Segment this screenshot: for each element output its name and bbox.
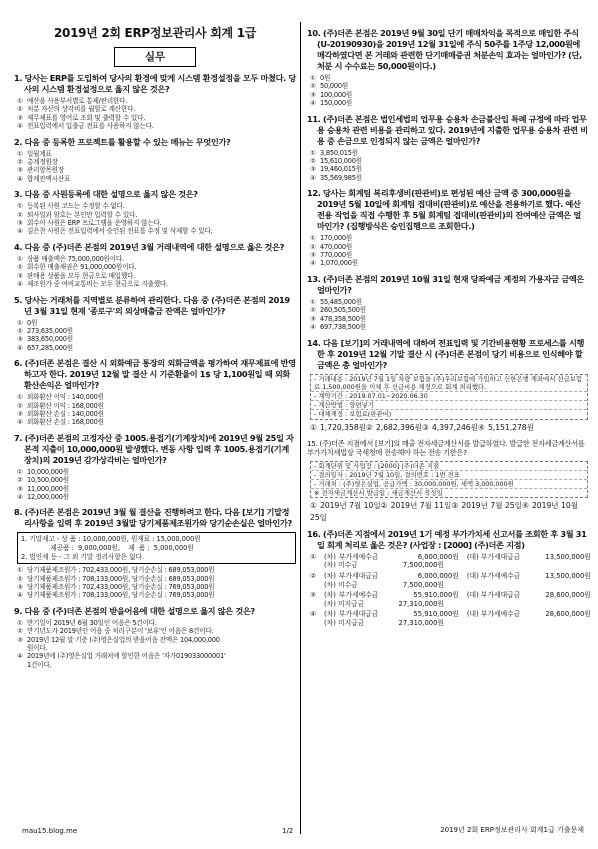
option-line: [17, 219, 296, 227]
journal-option: [310, 571, 591, 589]
debit-amount: 7,500,000원: [402, 580, 444, 589]
debit-amount: 27,310,000원: [398, 618, 444, 627]
option-line: [17, 485, 296, 493]
debit-amount: 55,910,000원: [413, 591, 459, 600]
option-text: 2019년 12월 말 기준 (주)영은실업의 받을어음 잔액은 104,000,000: [27, 635, 220, 644]
option-text: 당기제품제조원가 : 708,133,000원, 당기순손실 : 769,053,000원: [27, 591, 215, 600]
question-13: [307, 274, 588, 332]
journal-row: [310, 619, 588, 628]
option-text: 처분 자산의 상각비를 월할로 계산한다.: [27, 105, 136, 114]
option-text: 50,000원: [320, 82, 349, 91]
option-line: [310, 82, 588, 90]
option-line: [17, 661, 296, 669]
option-marker: ③: [310, 90, 316, 99]
journal-row: [310, 610, 591, 619]
option-marker: ②: [17, 574, 23, 583]
option-line: [17, 575, 296, 583]
option-marker: ①: [310, 501, 317, 511]
option-text: 657,285,000원: [27, 343, 73, 352]
option-marker: ②: [17, 401, 23, 410]
option-line: [310, 99, 588, 107]
journal-row: [310, 600, 588, 609]
q14-info-box: [310, 374, 588, 420]
option-text: 회수한 매출채권은 91,000,000원이다.: [27, 263, 137, 272]
page-title: 2019년 2회 ERP정보관리사 회계 1급: [53, 26, 257, 40]
option-line: [310, 251, 588, 259]
debit-account: (차) 미수금: [324, 561, 358, 570]
question-text: 9. 다음 중 (주)더존 본점의 받을어음에 대한 설명으로 옳지 않은 것은?: [14, 605, 255, 616]
journal-option: [310, 591, 591, 608]
question-text: 12. 당사는 회계팀 복리후생비(판관비)로 편성된 예산 금액 중 300,000원을 2019년 5월 10일에 회계팀 접대비(판관비)로 예산을 전용하기로 했다. 예산 전용 작업을 직접 수행한 후 5월 회계팀 접대비(판관비)의 잔여예산 금액은 얼마인가? (집행방식은 승인집행으로 조회한다.): [307, 188, 581, 232]
journal-row: [310, 561, 588, 570]
option-line: [17, 410, 296, 418]
option-line: [310, 149, 588, 157]
option-marker: ②: [17, 476, 23, 485]
option-marker: ④: [17, 492, 23, 501]
option-marker: ③: [310, 591, 317, 600]
option-marker: ①: [17, 393, 23, 402]
option-text: 재무제표를 영어로 조회 및 출력할 수 있다.: [27, 113, 146, 122]
option-marker: ③: [17, 113, 23, 122]
option-text: 10,000,000원: [27, 467, 69, 476]
option-line: [17, 114, 296, 122]
option-line: [17, 493, 296, 501]
journal-row: [310, 591, 591, 600]
option-text: 제조원가 중 여비교통비는 모두 현금으로 지출했다.: [27, 280, 168, 289]
option-marker: ③: [17, 166, 23, 175]
option-line: [310, 91, 588, 99]
option-marker: ②: [310, 157, 316, 166]
debit-account: (차) 미수금: [324, 580, 358, 589]
option-text: 11,000,000원: [27, 484, 69, 493]
option-line: [17, 211, 296, 219]
question-14: [307, 338, 588, 433]
option-line: [17, 166, 296, 174]
box-line: - 거래처 : (주)영은실업, 공급가액 : 30,000,000원, 세액 3,000,000원: [311, 480, 587, 489]
box-line: 제공품 : 9,000,000원, 제 품 : 5,000,000원: [21, 543, 194, 552]
option-text: 0원: [320, 74, 331, 82]
option-line: [17, 263, 296, 271]
option-marker: ②: [310, 306, 316, 315]
debit-account: (차) 미지급금: [324, 618, 365, 627]
question-text: 15. (주)더존 지점에서 [보기]의 매출 전자세금계산서를 발급하였다. 발급한 전자세금계산서를 부가가치세법상 국세청에 전송해야 하는 전송 기한은?: [307, 438, 585, 458]
option-marker: ②: [310, 242, 316, 251]
option-marker: ③: [17, 635, 23, 644]
question-text: 10. (주)더존 본점은 2019년 9월 30일 단기 매매차익을 목적으로 매입한 주식(U-20190930)을 2019년 12월 31일에 주식 50주를 1주당 12,000원에 매각하였다면 본 거래와 관련한 단기매매증권 처분손익 효과는 얼마인가? (단, 처분 시 수수료는 50,000원이다.): [307, 28, 582, 71]
option-text: 당기제품제조원가 : 702,433,000원, 당기순손실 : 689,053,000원: [27, 566, 215, 575]
option-line: [310, 174, 588, 182]
option-marker: ④: [310, 259, 316, 268]
option-line: [17, 227, 296, 235]
option-text: 외화환산 이익 : 140,000원: [27, 393, 104, 402]
option-text: 273,635,000원: [27, 326, 73, 335]
option-line: [17, 393, 296, 401]
option-line: [17, 158, 296, 166]
option-marker: ④: [17, 280, 23, 289]
option-text: 2,682,396원: [375, 422, 422, 432]
option-line: [478, 423, 534, 432]
option-marker: ④: [17, 652, 23, 661]
option-text: 예산을 사용부서별로 통제/관리한다.: [27, 97, 128, 105]
option-text: 2019년에 (주)영은실업 거래처에 할인한 어음은 '자가019033000001': [27, 652, 226, 661]
option-text: 260,505,500원: [320, 306, 366, 315]
option-line: [17, 583, 296, 591]
question-text: 14. 다음 [보기]의 거래내역에 대하여 전표입력 및 기간비용현황 프로세스를 시행한 후 2019년 12월 기말 결산 시 (주)더존 본점이 당기 비용으로 인식해야 할 금액은 총 얼마인가?: [307, 337, 585, 370]
option-marker: ②: [310, 82, 316, 91]
option-marker: ③: [421, 422, 429, 432]
box-line: - 결의일자 : 2019년 7월 10일, 결의번호 : 1번 전표: [311, 471, 587, 480]
option-text: 10,500,000원: [27, 476, 69, 485]
option-marker: ①: [310, 297, 316, 306]
option-text: 1,720,358원: [320, 422, 366, 432]
question-text: 4. 다음 중 (주)더존 본점의 2019년 3월 거래내역에 대한 설명으로 옳은 것은?: [14, 241, 285, 252]
option-marker: ②: [17, 263, 23, 272]
option-text: 당기제품제조원가 : 708,133,000원, 당기순손실 : 689,053,000원: [27, 574, 215, 583]
option-text: 합계잔액시산표: [27, 174, 71, 183]
question-16: [307, 528, 591, 628]
option-line: [310, 315, 588, 323]
right-question-list: [307, 28, 588, 332]
option-list: [14, 319, 296, 353]
question-11: [307, 114, 588, 183]
option-text: 외화환산 손실 : 168,000원: [27, 418, 104, 427]
option-marker: ①: [310, 74, 316, 82]
option-line: [17, 202, 296, 210]
option-line: [451, 501, 522, 510]
option-line: [17, 175, 296, 183]
question-text: 2. 다음 중 등록한 프로젝트를 활용할 수 있는 메뉴는 무엇인가?: [14, 136, 231, 147]
option-line: [17, 627, 296, 635]
option-text: 외화환산 이익 : 168,000원: [27, 401, 104, 410]
question-12: [307, 188, 588, 268]
option-text: 당기제품제조원가 : 702,433,000원, 당기순손실 : 769,053,000원: [27, 582, 215, 591]
option-text: 총계정원장: [27, 158, 58, 167]
option-list: [307, 74, 588, 108]
question-10: [307, 28, 588, 108]
credit-account: (대) 부가세대급금: [466, 591, 521, 600]
option-line: [310, 298, 588, 306]
option-marker: ②: [17, 210, 23, 219]
option-marker: ②: [17, 627, 23, 636]
option-line: [17, 105, 296, 113]
credit-amount: 13,500,000원: [545, 552, 591, 561]
option-list: [14, 468, 296, 502]
option-line: [17, 636, 296, 644]
option-text: 470,000원: [320, 242, 353, 251]
question-text: 3. 다음 중 사원등록에 대한 설명으로 옳지 않은 것은?: [14, 189, 198, 200]
option-marker: ③: [17, 271, 23, 280]
option-line: [17, 468, 296, 476]
option-marker: ①: [17, 618, 23, 627]
credit-amount: 28,600,000원: [545, 591, 591, 600]
debit-prefix: (차): [324, 552, 336, 561]
option-line: [17, 402, 296, 410]
journal-row: [310, 581, 588, 590]
option-text: 외화환산 손실 : 140,000원: [27, 409, 104, 418]
footer-site: mau15.blog.me: [22, 827, 78, 835]
option-text: 퇴사일과 암호는 본인만 입력할 수 있다.: [27, 210, 138, 219]
debit-amount: 6,000,000원: [417, 571, 459, 580]
option-marker: ③: [17, 219, 23, 228]
option-marker: ②: [310, 571, 317, 580]
option-marker: ④: [17, 418, 23, 427]
debit-account: 부가세예수금: [338, 552, 379, 561]
option-marker: ③: [17, 484, 23, 493]
option-text: 55,485,000원: [320, 297, 362, 306]
q15-info-box: [310, 461, 588, 499]
debit-prefix: (차): [324, 610, 336, 619]
option-list: [307, 422, 588, 433]
option-text: 2019년 7월 25일: [461, 501, 522, 511]
question-8: [14, 507, 296, 599]
box-line: - 대체계정 : 보험료(판관비): [314, 410, 392, 419]
option-marker: ②: [365, 422, 373, 432]
question-text: 16. (주)더존 지점에서 2019년 1기 예정 부가가치세 신고서를 조회한 후 3월 31일 회계 처리로 옳은 것은? (사업장 : [2000] (주)더존 지점): [307, 528, 587, 550]
option-line: [17, 418, 296, 426]
left-column: [14, 6, 296, 669]
option-text: 383,650,000원: [27, 335, 73, 344]
option-marker: ③: [17, 335, 23, 344]
option-list: [307, 149, 588, 183]
option-text: 5,151,278원: [487, 422, 534, 432]
option-marker: ④: [17, 227, 23, 236]
option-text: 3,850,015원: [320, 148, 358, 157]
option-line: [17, 476, 296, 484]
option-line: [310, 243, 588, 251]
option-text: 478,358,500원: [320, 314, 366, 323]
option-marker: ①: [310, 234, 316, 243]
question-5: [14, 295, 296, 353]
box-line: - 거래내용 : 2019년 7월 1일 차량 보험을 (주)우리보험에 가입하고 신한은행 계좌에서 선급보험료 1,500,000원을 이체 후 선급비용 계정으로 회계 처리했다.: [311, 375, 587, 392]
option-text: 1건이다.: [27, 660, 52, 669]
option-text: 100,000원: [320, 90, 353, 99]
option-text: 0원: [27, 318, 38, 327]
option-text: 19,460,015원: [320, 165, 362, 174]
option-text: 만기일이 2019년 6월 30일인 어음은 5건이다.: [27, 618, 157, 627]
option-line: [310, 234, 588, 242]
question-text: 8. (주)더존 본점은 2019년 3월 월 결산을 진행하려고 한다. 다음 [보기] 기말정리사항을 입력 후 2019년 3월말 당기제품제조원가와 당기순손실은 얼마인가?: [14, 507, 292, 529]
credit-amount: 28,600,000원: [545, 610, 591, 619]
right-column: [307, 22, 591, 630]
option-line: [310, 306, 588, 314]
option-marker: ③: [310, 165, 316, 174]
option-text: 4,397,246원: [431, 422, 478, 432]
option-text: 35,569,985원: [320, 173, 362, 182]
option-line: [310, 74, 588, 82]
option-text: 2019년 7월 11일: [390, 501, 452, 511]
question-2: [14, 137, 296, 184]
option-text: 12,000,000원: [27, 492, 69, 501]
option-line: [17, 652, 296, 660]
option-marker: ④: [17, 591, 23, 600]
option-list: [14, 393, 296, 427]
journal-row: [310, 571, 591, 581]
debit-account: 부가세예수금: [338, 591, 379, 600]
option-marker: ④: [310, 173, 316, 182]
option-list: [307, 234, 588, 268]
option-text: 관리항목원장: [27, 166, 65, 175]
credit-account: (대) 부가세예수금: [466, 610, 521, 619]
option-marker: ①: [310, 552, 317, 561]
option-text: 전표입력에서 입출금 전표를 사용하지 않는다.: [27, 122, 154, 131]
option-line: [366, 423, 422, 432]
option-marker: ②: [380, 501, 388, 511]
option-text: 2019년 7월 10일: [320, 501, 381, 511]
option-marker: ②: [17, 158, 23, 167]
option-marker: ④: [17, 174, 23, 183]
option-list: [14, 255, 296, 289]
option-marker: ④: [310, 323, 316, 332]
option-line: [17, 335, 296, 343]
debit-amount: 6,000,000원: [417, 552, 459, 561]
option-text: 15,610,000원: [320, 157, 362, 166]
question-9: [14, 606, 296, 669]
box-line: - 계약기간 : 2019.07.01~2020.06.30: [311, 392, 587, 401]
debit-amount: 27,310,000원: [398, 599, 444, 608]
option-marker: ①: [17, 202, 23, 211]
option-text: 만기년도가 2019년인 어음 중 처리구분이 '보유'인 어음은 8건이다.: [27, 627, 214, 636]
option-text: 상품 매출액은 75,000,000원이다.: [27, 254, 124, 263]
box-line: - 계산방법 : 양편넣기: [311, 401, 587, 410]
option-list: [307, 298, 588, 332]
option-line: [310, 259, 588, 267]
question-7: [14, 433, 296, 502]
option-line: [17, 619, 296, 627]
question-1: [14, 73, 296, 131]
question-text: 6. (주)더존 본점은 결산 시 외화예금 통장의 외화금액을 평가하여 재무제표에 반영하고자 한다. 2019년 12월 말 결산 시 기준환율이 1$ 당 1,100원일 때 외화환산손익은 얼마인가?: [14, 358, 296, 391]
journal-option: [310, 610, 591, 627]
debit-account: 부가세대급금: [338, 610, 379, 619]
option-line: [17, 272, 296, 280]
section-label: 실무: [114, 47, 196, 67]
question-text: 1. 당사는 ERP를 도입하여 당사의 환경에 맞게 시스템 환경설정을 모두 마쳤다. 당사의 시스템 환경설정으로 옳지 않은 것은?: [14, 73, 296, 94]
option-line: [310, 165, 588, 173]
option-marker: ④: [477, 422, 485, 432]
option-list: [14, 150, 296, 184]
option-line: [17, 150, 296, 158]
option-line: [310, 423, 366, 432]
question-4: [14, 242, 296, 289]
option-line: [17, 255, 296, 263]
option-marker: ①: [17, 318, 23, 327]
option-marker: ④: [310, 610, 317, 619]
option-line: [17, 644, 296, 652]
option-marker: ①: [17, 467, 23, 476]
option-list: [307, 500, 588, 522]
option-marker: ④: [521, 501, 529, 511]
option-marker: ②: [17, 326, 23, 335]
option-marker: ①: [310, 148, 316, 157]
option-line: [310, 157, 588, 165]
option-text: 770,000원: [320, 251, 353, 260]
option-marker: ③: [17, 409, 23, 418]
option-marker: ①: [17, 566, 23, 575]
option-list: [14, 566, 296, 600]
q8-info-box: [17, 532, 296, 564]
option-line: [17, 344, 296, 352]
column-divider: [300, 22, 301, 834]
credit-amount: 13,500,000원: [545, 571, 591, 580]
option-text: 회수아 사원은 ERP 프로그램을 운영하지 않는다.: [27, 219, 162, 228]
question-text: 5. 당사는 거래처를 지역별로 분류하여 관리한다. 다음 중 (주)더존 본점의 2019년 3월 31일 현재 '종로구'의 외상매출금 잔액은 얼마인가?: [14, 294, 290, 316]
question-text: 7. (주)더존 본점의 고정자산 중 1005.용접기(기계장치)에 2019년 9월 25일 자본적 지출이 10,000,000원 발생했다. 변동 사항 입력 후 1005.용접기(기계장치)의 2019년 감가상각비는 얼마인가?: [14, 432, 294, 465]
option-list: [14, 619, 296, 669]
question-15: [307, 439, 588, 523]
credit-account: (대) 부가세대급금: [466, 552, 521, 561]
journal-entry-options: [307, 552, 591, 628]
option-list: [14, 202, 296, 236]
debit-account: 부가세대급금: [338, 571, 379, 580]
box-line: - 회계단위 및 사업장 : [2000] (주)더존 지점: [311, 462, 587, 471]
question-6: [14, 358, 296, 427]
option-marker: ③: [310, 251, 316, 260]
question-text: 13. (주)더존 본점의 2019년 10월 31일 현재 당좌예금 계정의 가용자금 금액은 얼마인가?: [307, 273, 584, 295]
credit-account: (대) 부가세예수금: [466, 571, 521, 580]
option-marker: ①: [17, 97, 23, 105]
option-marker: ②: [17, 105, 23, 114]
option-line: [381, 501, 452, 510]
option-text: 원이다.: [27, 644, 48, 652]
debit-account: (차) 미지급금: [324, 599, 365, 608]
option-line: [17, 591, 296, 599]
option-line: [17, 122, 296, 130]
debit-prefix: (차): [324, 591, 336, 600]
option-line: [422, 423, 478, 432]
option-marker: ③: [310, 314, 316, 323]
option-marker: ①: [17, 149, 23, 158]
box-line: ※ 전자세금계산서 발급일 : 세금계산서 작성일: [314, 489, 443, 498]
left-question-list: [14, 73, 296, 501]
question-3: [14, 189, 296, 236]
question-text: 11. (주)더존 본점은 법인세법의 업무용 승용차 손금불산입 특례 규정에 따라 업무용 승용차 관련 비용을 관리하고 있다. 2019년에 지출한 업무용 승용차 관련 비용 중 손금으로 인정되지 않는 금액은 얼마인가?: [307, 113, 588, 146]
option-text: 697,738,500원: [320, 323, 366, 332]
option-marker: ①: [17, 254, 23, 263]
option-text: 170,000원: [320, 234, 353, 243]
option-text: 일월계표: [27, 149, 52, 158]
option-marker: ③: [451, 501, 459, 511]
option-line: [17, 566, 296, 574]
option-line: [17, 319, 296, 327]
option-marker: ③: [17, 582, 23, 591]
option-list: [14, 97, 296, 131]
option-marker: ④: [310, 99, 316, 108]
option-text: 150,000원: [320, 99, 353, 108]
option-text: 1,070,000원: [320, 259, 358, 268]
option-text: 등록된 사원 코드는 수정할 수 없다.: [27, 202, 125, 211]
option-line: [310, 323, 588, 331]
option-marker: ①: [310, 422, 317, 432]
option-marker: ④: [17, 343, 23, 352]
option-line: [17, 280, 296, 288]
box-line: 2. 법인세 등 - 그 외 기말 정리사항은 없다.: [21, 552, 145, 561]
option-text: 판매용 상품을 모두 현금으로 매입했다.: [27, 271, 136, 280]
option-line: [310, 501, 381, 510]
option-text: 2019년 10월 25일: [310, 501, 579, 522]
option-line: [17, 97, 296, 105]
journal-option: [310, 552, 591, 570]
footer-page-number: 1/2: [282, 827, 294, 835]
footer-document-title: 2019년 2회 ERP정보관리사 회계1급 기출문제: [440, 826, 584, 834]
debit-amount: 7,500,000원: [402, 561, 444, 570]
option-text: 김은찬 사원은 전표입력에서 승인된 전표를 수정 및 삭제할 수 있다.: [27, 227, 213, 236]
option-marker: ④: [17, 122, 23, 131]
debit-amount: 55,910,000원: [413, 610, 459, 619]
debit-prefix: (차): [324, 571, 336, 580]
box-line: 1. 기말재고 - 상 품 : 10,000,000원, 원재료 : 15,000,000원: [21, 535, 201, 544]
option-line: [17, 327, 296, 335]
